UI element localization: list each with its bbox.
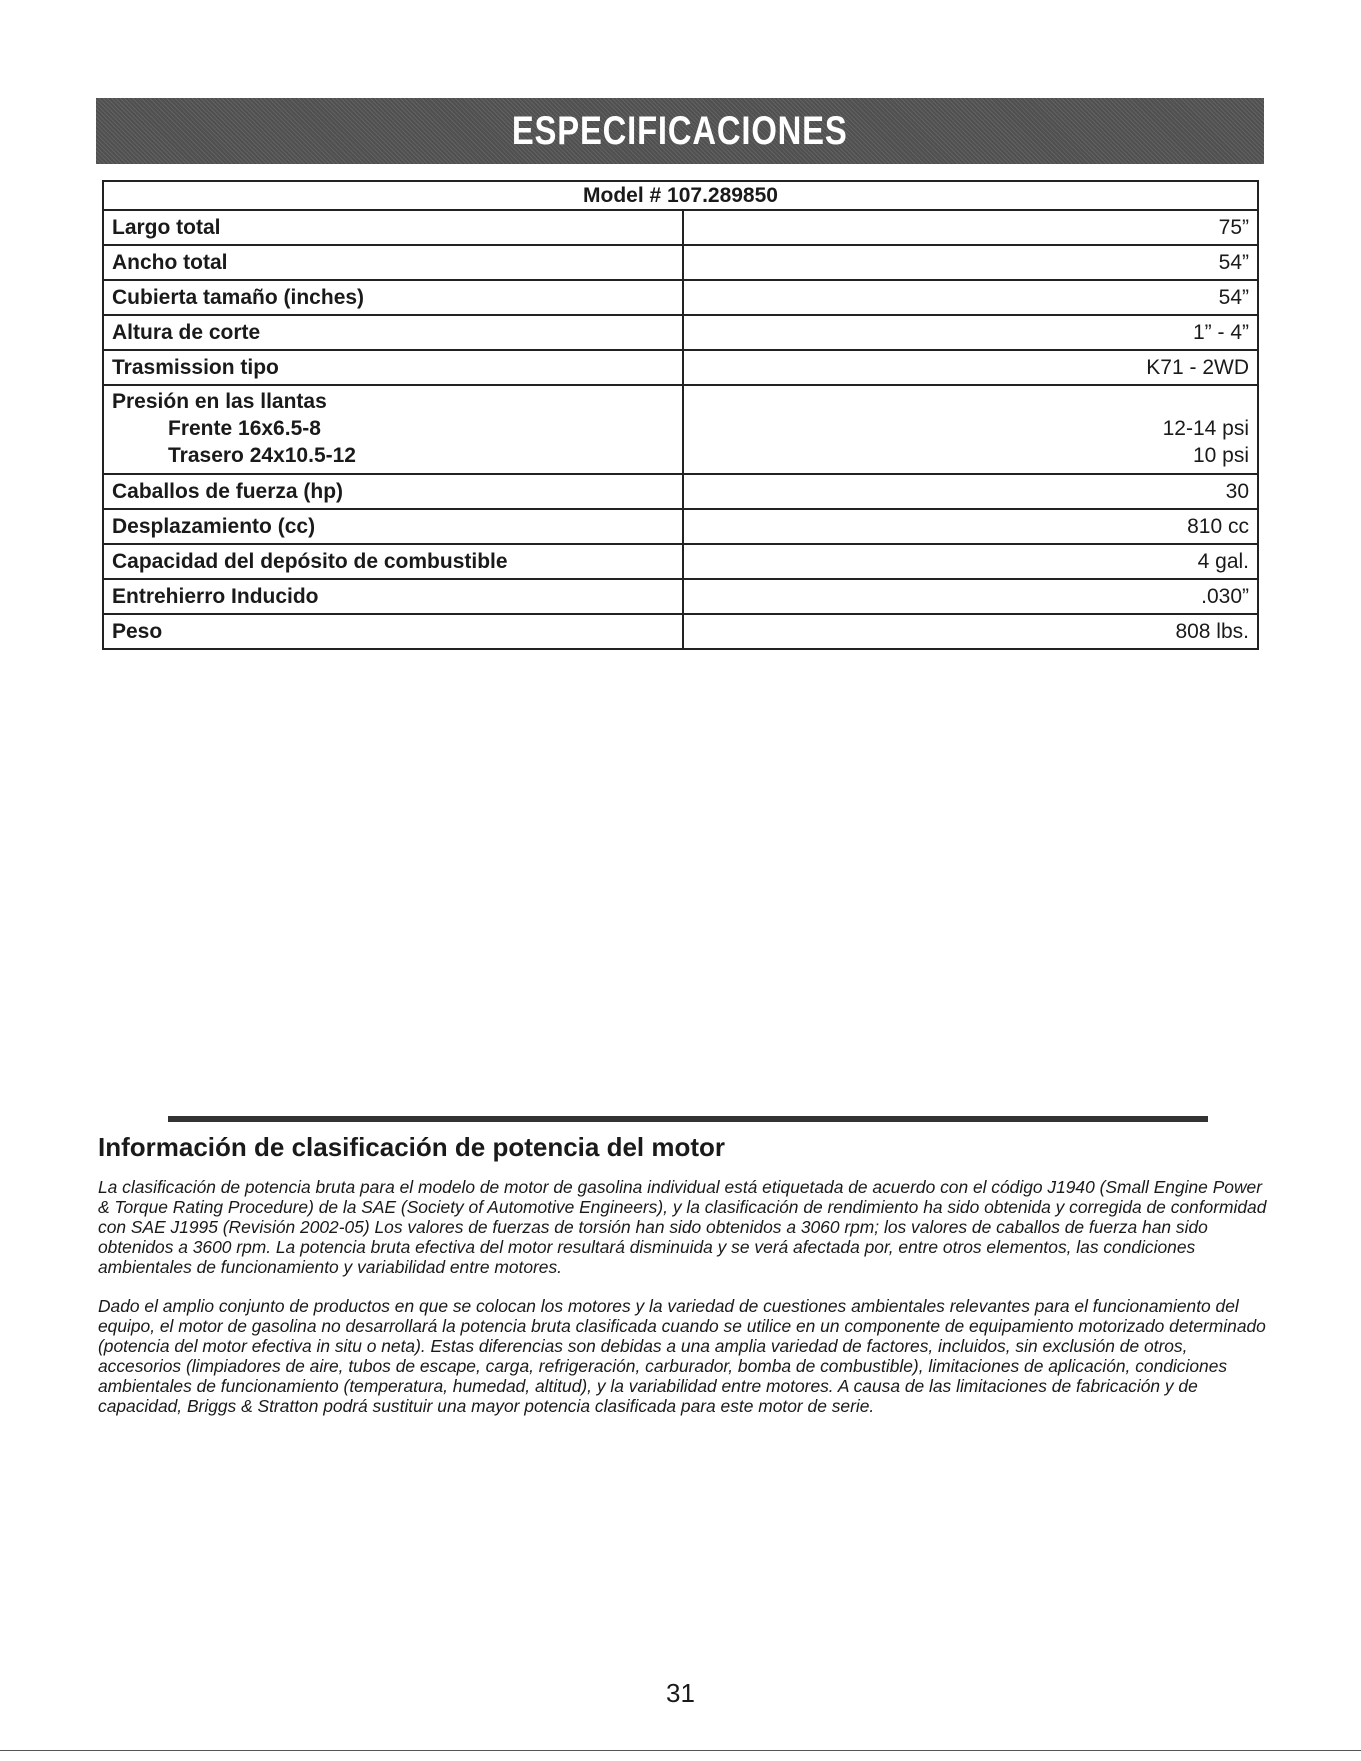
spec-value: 75” [683,210,1258,245]
spec-label: Trasmission tipo [103,350,683,385]
table-row [103,210,1258,245]
spec-label: Cubierta tamaño (inches) [103,280,683,315]
spec-table [102,180,1259,650]
spec-value: 808 lbs. [683,614,1258,649]
spec-label: Altura de corte [103,315,683,350]
spec-label: Desplazamiento (cc) [103,509,683,544]
table-row-tire-pressure [103,385,1258,474]
spec-label: Ancho total [103,245,683,280]
table-row [103,315,1258,350]
engine-info-paragraph: Dado el amplio conjunto de productos en que se colocan los motores y la variedad de cuestiones ambientales relevantes para el funcionamiento del equipo, el motor de gasolina no desarrollará la potencia bruta clasificada cuando se utilice en un componente de equipamiento motorizado determinado (potencia del motor efectiva in situ o neta). Estas diferencias son debidas a una amplia variedad de factores, incluidos, sin exclusión de otros, accesorios (limpiadores de aire, tubos de escape, carga, refrigeración, carburador, bomba de combustible), limitaciones de aplicación, condiciones ambientales de funcionamiento (temperatura, humedad, altitud), y la variabilidad entre motores. A causa de las limitaciones de fabricación y de capacidad, Briggs & Stratton podrá sustituir una mayor potencia clasificada para este motor de serie. [98,1296,1266,1416]
table-row [103,474,1258,509]
page-number: 31 [666,1678,695,1708]
spec-sublabel-front: Frente 16x6.5-8 [168,417,321,440]
spec-label-group [103,385,683,474]
spec-sublabel-rear: Trasero 24x10.5-12 [168,444,356,467]
table-row [103,614,1258,649]
spec-label: Caballos de fuerza (hp) [103,474,683,509]
spec-value-front: 12-14 psi [1162,417,1249,440]
spec-value: 1” - 4” [683,315,1258,350]
table-row [103,544,1258,579]
page-title: ESPECIFICACIONES [512,108,848,153]
spec-label: Peso [103,614,683,649]
spec-value: 30 [683,474,1258,509]
table-row [103,509,1258,544]
table-row [103,280,1258,315]
table-row [103,350,1258,385]
table-row [103,245,1258,280]
spec-value: 4 gal. [683,544,1258,579]
spec-value: 54” [683,280,1258,315]
spec-label: Capacidad del depósito de combustible [103,544,683,579]
spec-value: K71 - 2WD [683,350,1258,385]
spec-label: Presión en las llantas [112,390,327,413]
spec-value: 54” [683,245,1258,280]
spec-label: Largo total [103,210,683,245]
engine-info-paragraph: La clasificación de potencia bruta para el modelo de motor de gasolina individual está etiquetada de acuerdo con el código J1940 (Small Engine Power & Torque Rating Procedure) de la SAE (Society of Automotive Engineers), y la clasificación de rendimiento ha sido obtenida y corregida de conformidad con SAE J1995 (Revisión 2002-05) Los valores de fuerzas de torsión han sido obtenidos a 3060 rpm; los valores de caballos de fuerza han sido obtenidos a 3600 rpm. La potencia bruta efectiva del motor resultará disminuida y se verá afectada por, entre otros elementos, las condiciones ambientales de funcionamiento y variabilidad entre motores. [98,1177,1267,1277]
spec-value: 810 cc [683,509,1258,544]
spec-value-group [683,385,1258,474]
section-title: Información de clasificación de potencia del motor [98,1132,726,1162]
spec-value-rear: 10 psi [1192,444,1249,467]
spec-label: Entrehierro Inducido [103,579,683,614]
page-bottom-rule [0,1750,1361,1751]
table-header-row [103,181,1258,210]
section-divider [168,1116,1208,1122]
header-banner [96,98,1264,164]
spec-value: .030” [683,579,1258,614]
model-number: Model # 107.289850 [103,181,1258,210]
table-row [103,579,1258,614]
